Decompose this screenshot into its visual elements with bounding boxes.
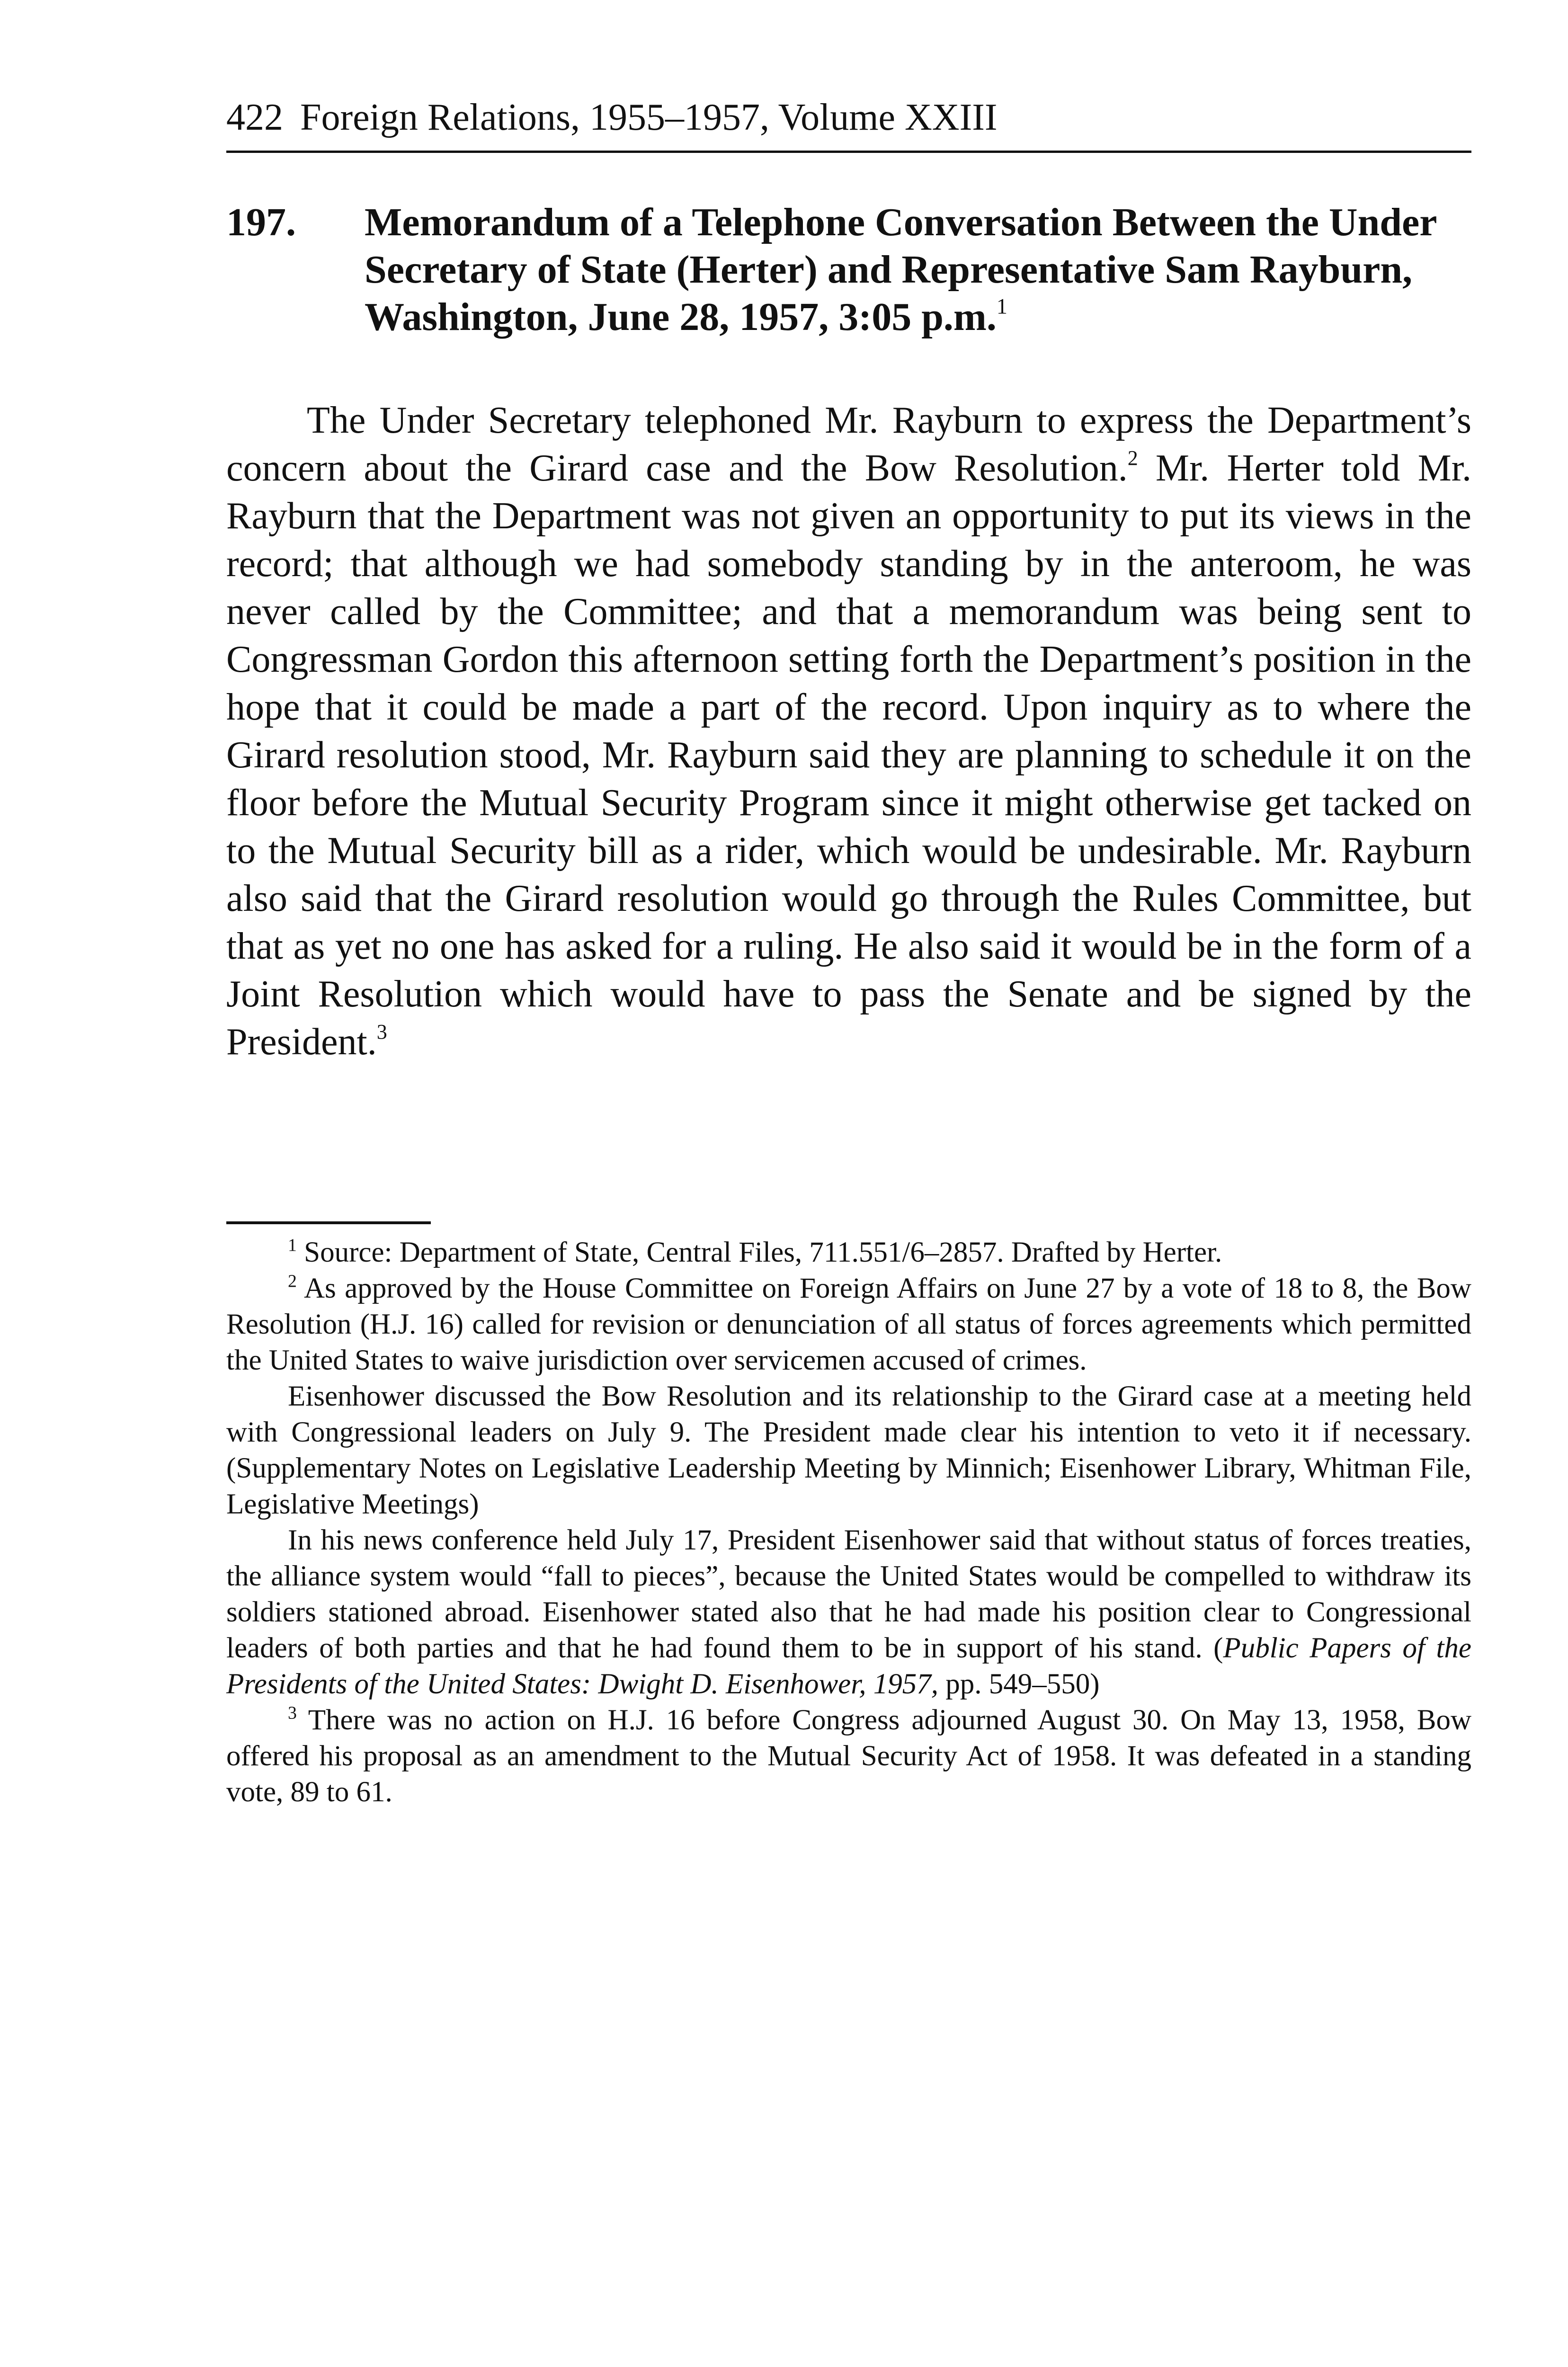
footnotes — [226, 1235, 1471, 1810]
page-number: 422 — [226, 97, 283, 138]
footnote-2-paragraph-3-text: In his news conference held July 17, President Eisenhower said that without status of forces treaties, the alliance system would “fall to pieces”, because the United States would be compelled to withdraw its soldiers stationed abroad. Eisenhower stated also that he had made his position clear to Congressional leaders of both parties and that he had found them to be in support of his stand. ( — [226, 1524, 1471, 1664]
footnote-2-paragraph-2: Eisenhower discussed the Bow Resolution and its relationship to the Girard case at a meeting held with Congressional leaders on July 9. The President made clear his intention to veto it if necessary. (Supplementary Notes on Legislative Leadership Meeting by Minnich; Eisenhower Library, Whitman File, Legislative Meetings) — [226, 1380, 1471, 1520]
footnote-marker-2: 2 — [288, 1271, 297, 1291]
footnote-ref-1: 1 — [996, 294, 1007, 319]
footnote-ref-3: 3 — [376, 1020, 387, 1043]
footnote-2 — [226, 1271, 1471, 1379]
running-header — [226, 94, 1471, 141]
footnote-2-text: As approved by the House Committee on Foreign Affairs on June 27 by a vote of 18 to 8, the Bow Resolution (H.J. 16) called for revision or denunciation of all status of forces agreements which permitted the United States to waive jurisdiction over servicemen accused of crimes. — [226, 1272, 1471, 1376]
body-paragraph — [226, 397, 1471, 1066]
footnote-citation: Public Papers of the Presidents of the United States: Dwight D. Eisenhower, 1957, — [226, 1632, 1472, 1700]
footnote-citation-pages: pp. 549–550) — [938, 1668, 1100, 1700]
footnote-3 — [226, 1702, 1471, 1810]
header-rule — [226, 151, 1471, 153]
footnote-1 — [226, 1235, 1471, 1271]
body-text-part-1: The Under Secretary telephoned Mr. Rayburn to express the Department’s concern about the Girard case and the Bow Resolution. — [226, 400, 1471, 489]
series-title: Foreign Relations, 1955–1957, Volume XXIII — [300, 97, 998, 138]
document-number: 197. — [226, 200, 296, 244]
footnote-3-text: There was no action on H.J. 16 before Congress adjourned August 30. On May 13, 1958, Bow offered his proposal as an amendment to the Mutual Security Act of 1958. It was defeated in a standing vote, 89 to 61. — [226, 1704, 1471, 1808]
document-title — [365, 199, 1472, 341]
footnote-marker-3: 3 — [288, 1703, 297, 1723]
footnote-2-paragraph-3 — [226, 1522, 1471, 1702]
footnote-ref-2: 2 — [1127, 446, 1138, 470]
footnote-rule — [226, 1221, 431, 1224]
footnote-marker-1: 1 — [288, 1235, 297, 1255]
body-text-part-2: Mr. Herter told Mr. Rayburn that the Department was not given an opportunity to put its views in the record; that although we had somebody standing by in the anteroom, he was never called by the Committee; and that a memorandum was being sent to Congressman Gordon this afternoon setting forth the Department’s position in the hope that it could be made a part of the record. Upon inquiry as to where the Girard resolution stood, Mr. Rayburn said they are planning to schedule it on the floor before the Mutual Security Program since it might otherwise get tacked on to the Mutual Security bill as a rider, which would be undesirable. Mr. Rayburn also said that the Girard resolution would go through the Rules Committee, but that as yet no one has asked for a ruling. He also said it would be in the form of a Joint Resolution which would have to pass the Senate and be signed by the President. — [226, 447, 1471, 1063]
document-title-text: Memorandum of a Telephone Conversation Between the Under Secretary of State (Herter) and Representative Sam Rayburn, Washington, June 28, 1957, 3:05 p.m. — [365, 200, 1437, 339]
footnote-1-text: Source: Department of State, Central Files, 711.551/6–2857. Drafted by Herter. — [296, 1237, 1222, 1268]
